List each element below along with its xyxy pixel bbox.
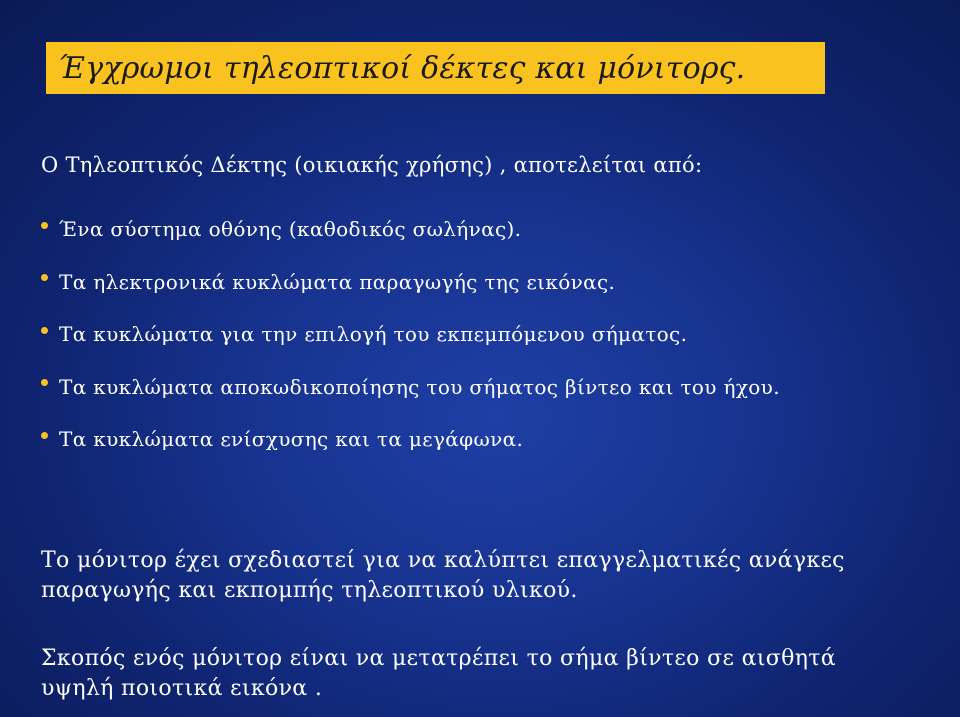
monitor-paragraph bbox=[41, 546, 941, 606]
title-banner bbox=[46, 42, 825, 94]
paragraph-line: υψηλή ποιοτικά εικόνα . bbox=[41, 676, 323, 701]
bullet-text: Τα κυκλώματα αποκωδικοποίησης του σήματος βίντεο και του ήχου. bbox=[59, 374, 780, 399]
bullet-text: Τα ηλεκτρονικά κυκλώματα παραγωγής της εικόνας. bbox=[59, 269, 616, 294]
bullet-item bbox=[41, 426, 780, 452]
bullet-item bbox=[41, 321, 780, 347]
purpose-paragraph bbox=[41, 644, 941, 704]
slide-title: Έγχρωμοι τηλεοπτικοί δέκτες και μόνιτορς. bbox=[58, 50, 746, 86]
paragraph-line: Σκοπός ενός μόνιτορ είναι να μετατρέπει το σήμα βίντεο σε αισθητά bbox=[41, 646, 836, 671]
bullet-dot-icon bbox=[41, 222, 48, 229]
paragraph-line: παραγωγής και εκπομπής τηλεοπτικού υλικού. bbox=[41, 578, 578, 603]
bullet-dot-icon bbox=[41, 432, 48, 439]
bullet-dot-icon bbox=[41, 327, 48, 334]
bullet-text: Ένα σύστημα οθόνης (καθοδικός σωλήνας). bbox=[59, 217, 522, 241]
bullet-item bbox=[41, 269, 780, 295]
bullet-item bbox=[41, 216, 780, 242]
paragraph-line: Το μόνιτορ έχει σχεδιαστεί για να καλύπτει επαγγελματικές ανάγκες bbox=[41, 548, 845, 573]
bullet-item bbox=[41, 374, 780, 400]
bullet-text: Τα κυκλώματα για την επιλογή του εκπεμπόμενου σήματος. bbox=[59, 322, 688, 346]
bullet-text: Τα κυκλώματα ενίσχυσης και τα μεγάφωνα. bbox=[59, 427, 524, 451]
bullet-dot-icon bbox=[41, 274, 48, 281]
bullet-list bbox=[41, 216, 780, 479]
intro-text: Ο Τηλεοπτικός Δέκτης (οικιακής χρήσης) , αποτελείται από: bbox=[41, 153, 703, 177]
bullet-dot-icon bbox=[41, 379, 48, 386]
